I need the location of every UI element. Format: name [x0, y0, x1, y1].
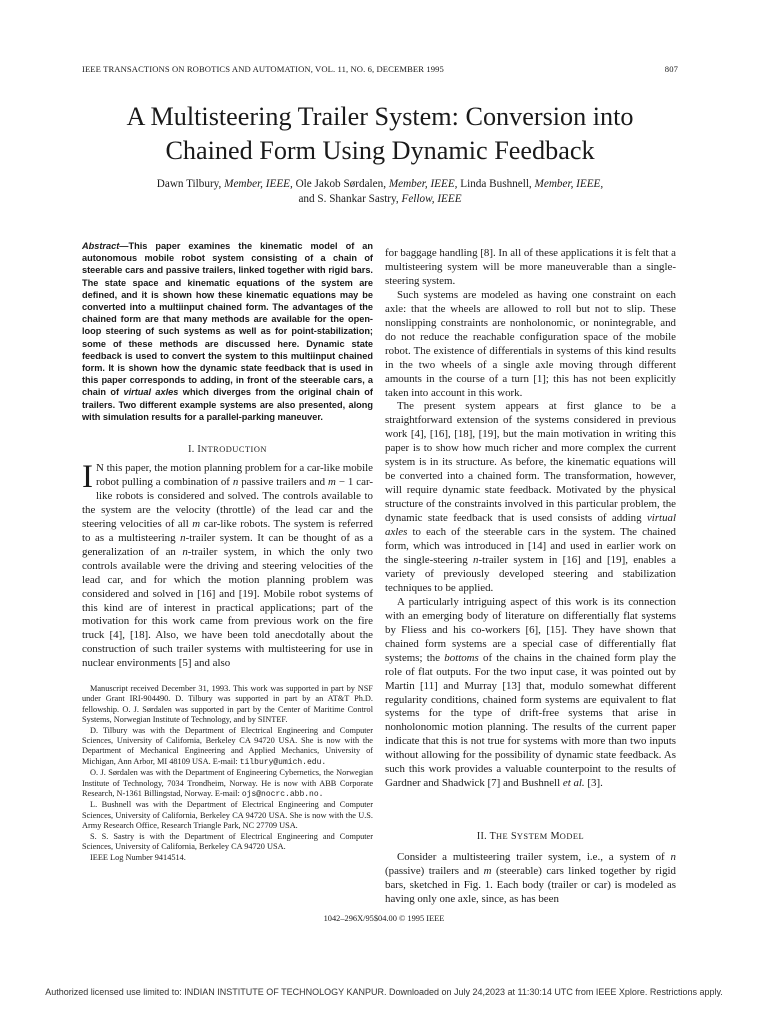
email-link: tilbury@umich.edu. [239, 757, 327, 767]
author-role: Member, IEEE, [534, 178, 604, 190]
system-model-body [385, 851, 676, 907]
copyright-line: 1042–296X/95$04.00 © 1995 IEEE [323, 914, 445, 923]
intro-paragraph: I N this paper, the motion planning problem for a car-like mobile robot pulling a combination of n passive trailers and m − 1 car-like robots is considered and solved. The controls available to the system are the velocity (throttle) of the lead car and the steering velocities of all m car-like robots. The system is referred to as a multisteering n-trailer system. It can be thought of as a generalization of an n-trailer system, in which the only two controls available were the driving and steering velocities of the lead car, and for which the motion planning problem was considered and solved in [16] and [19]. Mobile robot systems of this kind are of interest in practical applications; part of the motivation for this work came from previous work on the fire truck [4], [18]. Also, we have been told anecdotally about the construction of such trailer systems with multisteering for use in nuclear environments [5] and also [82, 459, 374, 670]
footnotes [82, 684, 373, 863]
footnote: O. J. Sørdalen was with the Department of Engineering Cybernetics, the Norwegian Institute of Technology, 7034 Trondheim, Norway. He is now with ABB Corporate Research, N-1361 Billingstad, Norway. E-mail: ojs@nocrc.abb.no. [82, 768, 373, 800]
paragraph: A particularly intriguing aspect of this work is its connection with an emerging body of literature on differentially flat systems by Fliess and his co-workers [6], [15]. They have shown that chained form systems are a special case of differentially flat systems; the bottoms of the chains in the chained form play the role of flat outputs. For the two input case, it was pointed out by Martin [11] and Murray [13] that, modulo somewhat different regularity conditions, chained form systems are equivalent to flat systems for the type of drift-free systems that arise in nonholonomic motion planning. The results of the current paper indicate that this is not true for systems with more than two inputs without allowing for the possibility of dynamic state feedback. As such this work provides a valuable counterpoint to the results of Gardner and Shadwick [7] and Bushnell et al. [3]. [385, 595, 676, 790]
author-name: Ole Jakob Sørdalen, [295, 178, 387, 190]
abstract-text-end: which diverges from the original chain of trailers. Two different example systems are also presented, along with simulation results for a parallel-parking maneuver. [82, 387, 373, 422]
abstract-label: Abstract— [82, 241, 129, 251]
author-name: Linda Bushnell, [460, 178, 532, 190]
title-line-1: A Multisteering Trailer System: Conversion into [126, 102, 634, 131]
paper-title [60, 100, 700, 168]
license-notice: Authorized licensed use limited to: INDIAN INSTITUTE OF TECHNOLOGY KANPUR. Downloaded on July 24,2023 at 11:30:14 UTC from IEEE Xplore. Restrictions apply. [45, 987, 723, 997]
footnote: IEEE Log Number 9414514. [90, 852, 186, 862]
author-role: Member, IEEE, [388, 178, 458, 190]
email-link: ojs@nocrc.abb.no. [241, 790, 324, 800]
title-line-2: Chained Form Using Dynamic Feedback [165, 136, 595, 165]
footnote: S. S. Sastry is with the Department of Electrical Engineering and Computer Sciences, University of California, Berkeley CA 94720 USA. [82, 831, 373, 852]
author-role: Member, IEEE, [224, 178, 293, 190]
page-number: 807 [664, 64, 678, 74]
drop-cap: I [82, 459, 93, 495]
abstract-italic: virtual axles [123, 387, 179, 398]
footnote: D. Tilbury was with the Department of Electrical Engineering and Computer Sciences, University of California, Berkeley CA 94720 USA. She is now with the Department of Mechanical Engineering and Applied Mechanics, University of Michigan, Ann Arbor, MI 48109 USA. E-mail: tilbury@umich.edu. [82, 725, 373, 767]
paragraph: Consider a multisteering trailer system, i.e., a system of n (passive) trailers and m (steerable) cars linked together by rigid bars, sketched in Fig. 1. Each body (trailer or car) is modeled as having only one axle, since, as has been [385, 851, 676, 905]
section-heading-system-model: II. THE SYSTEM MODEL [476, 831, 585, 842]
footnote: L. Bushnell was with the Department of Electrical Engineering and Computer Sciences, University of California, Berkeley CA 94720 USA. She is now with the U.S. Army Research Office, Research Triangle Park, NC 27709 USA. [82, 800, 373, 831]
introduction-body [82, 459, 374, 671]
abstract [82, 240, 373, 423]
journal-header: IEEE TRANSACTIONS ON ROBOTICS AND AUTOMATION, VOL. 11, NO. 6, DECEMBER 1995 [82, 64, 444, 74]
section-heading-introduction: I. INTRODUCTION [188, 444, 267, 455]
paragraph: for baggage handling [8]. In all of these applications it is felt that a multisteering system will be more maneuverable than a single-steering system. [385, 247, 676, 287]
right-column-body [385, 247, 676, 791]
author-list [70, 177, 690, 207]
paragraph: Such systems are modeled as having one constraint on each axle: that the wheels are allowed to roll but not to slip. These nonslipping constraints are nonholonomic, or nonintegrable, and do not reduce the reachable configuration space of the mobile robot. The existence of differentials in systems of this kind results in the two wheels of a single axle moving through different amounts in the course of a turn [1]; this has not been explicitly taken into account in this work. [385, 288, 676, 399]
footnote: Manuscript received December 31, 1993. This work was supported in part by NSF under Grant IRI-904490. D. Tilbury was supported in part by an AT&T Ph.D. fellowship. O. J. Sørdalen was supported in part by the Center of Maritime Control Systems, Norwegian Institute of Technology, and by SINTEF. [82, 684, 373, 725]
author-name: Dawn Tilbury, [156, 178, 222, 190]
paragraph: The present system appears at first glance to be a straightforward extension of the systems considered in previous work [4], [16], [18], [19], but the main motivation in writing this paper is to show how much richer and more complex the current system is in its structure. As before, the kinematic equations will be converted into a chained form. The transformation, however, will require dynamic state feedback. Motivated by the physical structure of the constraints involved in this particular problem, the dynamic state feedback that is used consists of adding virtual axles to each of the steerable cars in the system. The chained form, which was introduced in [14] and used in earlier work on the single-steering n-trailer system in [16] and [19], enables a variety of previously developed steering and stabilization techniques to be applied. [385, 400, 676, 594]
abstract-text: This paper examines the kinematic model of an autonomous mobile robot system consisting of a chain of steerable cars and passive trailers, linked together with rigid bars. The state space and kinematic equations of the system are defined, and it is shown how these kinematic equations may be converted into a multiinput chained form. The advantages of the chained form are that many methods are available for the open-loop steering of such systems as well as for point-stabilization; some of these methods are discussed here. Dynamic state feedback is used to convert the system to this multiinput chained form. It is shown how the dynamic state feedback that is used in this paper corresponds to adding, in front of the steerable cars, a chain of [82, 241, 373, 398]
author-role: Fellow, IEEE [401, 193, 462, 205]
running-head [82, 64, 678, 74]
author-name: and S. Shankar Sastry, [298, 193, 399, 205]
